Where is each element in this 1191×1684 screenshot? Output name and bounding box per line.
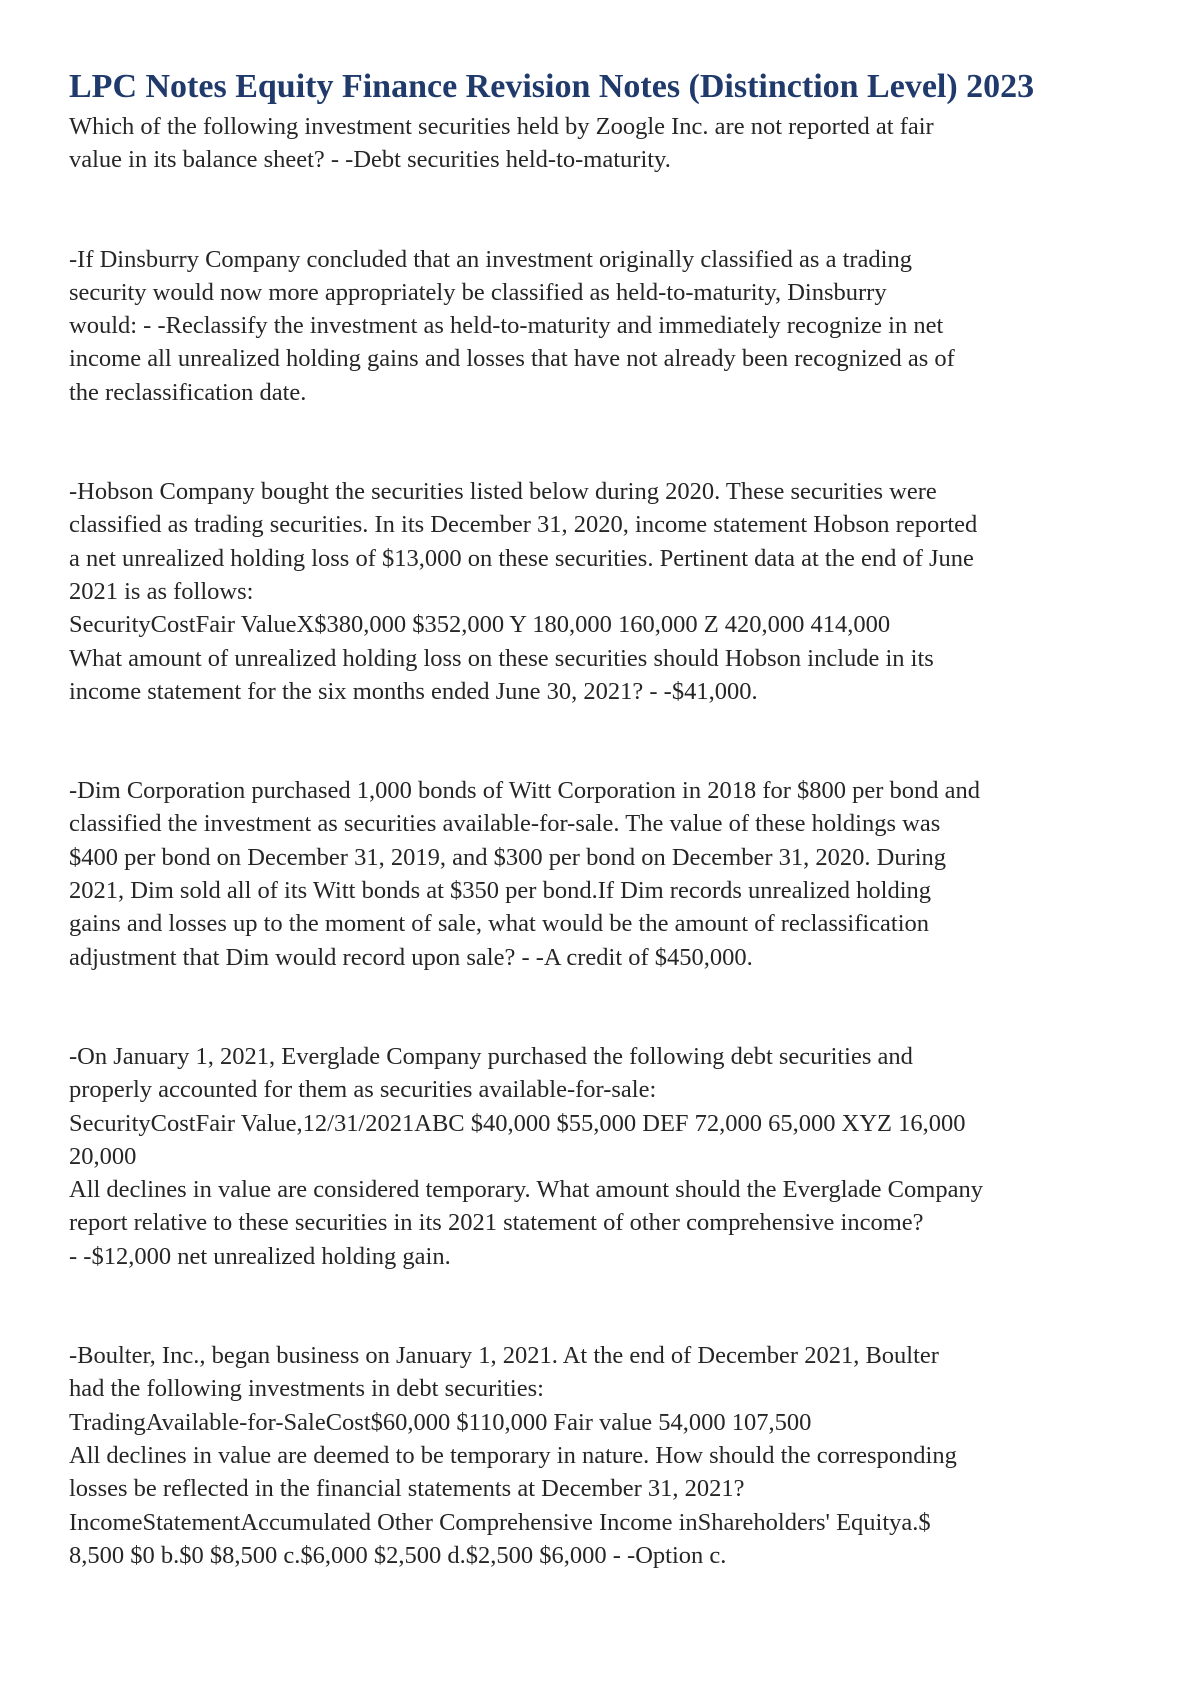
- qa-item: [69, 1339, 1144, 1572]
- qa-line: SecurityCostFair Value,12/31/2021ABC $40,000 $55,000 DEF 72,000 65,000 XYZ 16,000: [69, 1109, 966, 1137]
- qa-line: a net unrealized holding loss of $13,000 on these securities. Pertinent data at the end of June: [69, 544, 974, 572]
- qa-line: IncomeStatementAccumulated Other Comprehensive Income inShareholders' Equitya.$: [69, 1508, 931, 1536]
- qa-line: value in its balance sheet? - -Debt securities held-to-maturity.: [69, 146, 671, 174]
- qa-item: [69, 475, 1144, 708]
- paragraph-spacer: [69, 409, 1144, 475]
- qa-item: [69, 774, 1144, 974]
- qa-line: -On January 1, 2021, Everglade Company purchased the following debt securities and: [69, 1042, 913, 1070]
- qa-line: What amount of unrealized holding loss on these securities should Hobson include in its: [69, 644, 934, 672]
- qa-line: income statement for the six months ended June 30, 2021? - -$41,000.: [69, 677, 758, 705]
- qa-line: income all unrealized holding gains and losses that have not already been recognized as of: [69, 345, 955, 373]
- qa-list: [69, 110, 1144, 1572]
- qa-item: [69, 243, 1144, 409]
- qa-line: the reclassification date.: [69, 378, 307, 406]
- document-page: [69, 64, 1144, 1572]
- qa-line: -If Dinsburry Company concluded that an investment originally classified as a trading: [69, 245, 912, 273]
- qa-line: 2021, Dim sold all of its Witt bonds at $350 per bond.If Dim records unrealized holding: [69, 877, 932, 905]
- qa-line: classified as trading securities. In its December 31, 2020, income statement Hobson reported: [69, 511, 978, 539]
- qa-line: gains and losses up to the moment of sale, what would be the amount of reclassification: [69, 910, 930, 938]
- qa-line: Which of the following investment securities held by Zoogle Inc. are not reported at fair: [69, 113, 934, 140]
- paragraph-spacer: [69, 708, 1144, 774]
- document-title: LPC Notes Equity Finance Revision Notes (Distinction Level) 2023: [69, 68, 1035, 105]
- paragraph-spacer: [69, 974, 1144, 1040]
- qa-line: report relative to these securities in its 2021 statement of other comprehensive income?: [69, 1209, 924, 1237]
- qa-line: adjustment that Dim would record upon sale? - -A credit of $450,000.: [69, 943, 753, 971]
- qa-line: -Boulter, Inc., began business on January 1, 2021. At the end of December 2021, Boulter: [69, 1342, 939, 1370]
- qa-line: would: - -Reclassify the investment as held-to-maturity and immediately recognize in net: [69, 312, 944, 340]
- qa-line: 2021 is as follows:: [69, 577, 254, 605]
- qa-line: - -$12,000 net unrealized holding gain.: [69, 1242, 451, 1270]
- qa-line: had the following investments in debt securities:: [69, 1375, 544, 1403]
- qa-line: All declines in value are considered temporary. What amount should the Everglade Company: [69, 1176, 983, 1204]
- qa-line: SecurityCostFair ValueX$380,000 $352,000 Y 180,000 160,000 Z 420,000 414,000: [69, 611, 891, 639]
- qa-line: $400 per bond on December 31, 2019, and $300 per bond on December 31, 2020. During: [69, 843, 947, 871]
- qa-line: classified the investment as securities available-for-sale. The value of these holdings was: [69, 810, 941, 838]
- qa-line: properly accounted for them as securities available-for-sale:: [69, 1076, 657, 1104]
- paragraph-spacer: [69, 1273, 1144, 1339]
- qa-line: 8,500 $0 b.$0 $8,500 c.$6,000 $2,500 d.$2,500 $6,000 - -Option c.: [69, 1541, 727, 1569]
- qa-item: [69, 110, 1144, 177]
- qa-line: -Hobson Company bought the securities listed below during 2020. These securities were: [69, 478, 937, 506]
- qa-line: TradingAvailable-for-SaleCost$60,000 $110,000 Fair value 54,000 107,500: [69, 1408, 812, 1436]
- qa-line: security would now more appropriately be classified as held-to-maturity, Dinsburry: [69, 278, 887, 306]
- qa-line: 20,000: [69, 1142, 137, 1170]
- qa-line: losses be reflected in the financial statements at December 31, 2021?: [69, 1475, 745, 1503]
- qa-item: [69, 1040, 1144, 1273]
- qa-line: -Dim Corporation purchased 1,000 bonds of Witt Corporation in 2018 for $800 per bond and: [69, 777, 981, 805]
- qa-line: All declines in value are deemed to be temporary in nature. How should the corresponding: [69, 1441, 957, 1469]
- paragraph-spacer: [69, 177, 1144, 243]
